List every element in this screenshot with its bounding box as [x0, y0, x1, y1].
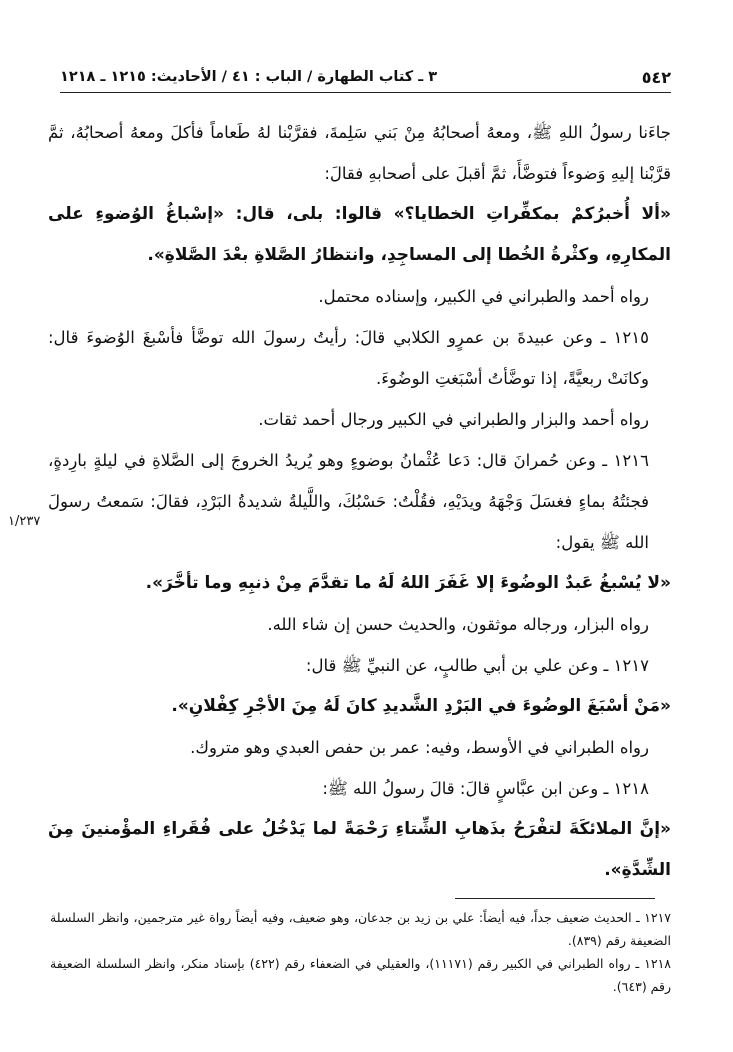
- footnote-1218: ١٢١٨ ـ رواه الطبراني في الكبير رقم (١١١٧١)، والعقيلي في الضعفاء رقم (٤٢٢) بإسناد منكر، وانظر السلسلة الضعيفة رقم (٦٤٣).: [50, 956, 672, 994]
- hadith-text: «مَنْ أسْبَغَ الوضُوءَ في البَرْدِ الشَّديدِ كانَ لَهُ مِنَ الأجْرِ كِفْلانِ».: [171, 696, 671, 716]
- source-note: رواه الطبراني في الأوسط، وفيه: عمر بن حفص العبدي وهو متروك.: [190, 738, 649, 757]
- source-note: رواه أحمد والطبراني في الكبير، وإسناده محتمل.: [318, 287, 649, 306]
- page-number: ٥٤٢: [641, 67, 671, 87]
- main-text: [48, 112, 671, 891]
- footnotes: [50, 906, 671, 998]
- page-header: [60, 62, 671, 93]
- hadith-1215: ١٢١٥ ـ وعن عبيدةَ بن عمرٍو الكلابي قالَ: رأيتُ رسولَ الله توضَّأ فأسْبغَ الوُضوءَ قال: وكانَتْ ربعيَّةً، إذا توضَّأتُ أسْبَغتِ الوضُوءَ.: [48, 328, 649, 388]
- footnote-1217: ١٢١٧ ـ الحديث ضعيف جداً، فيه أيضاً: علي بن زيد بن جدعان، وهو ضعيف، وفيه أيضاً رواة غير مترجمين، وانظر السلسلة الضعيفة رقم (٨٣٩).: [50, 910, 671, 948]
- footnote-divider: [455, 898, 655, 899]
- hadith-1216: ١٢١٦ ـ وعن حُمرانَ قال: دَعا عُثْمانُ بوضوءٍ وهو يُريدُ الخروجَ إلى الصَّلاةِ في ليلةٍ بارِدةٍ، فجئتُهُ بماءٍ فغسَلَ وَجْهَهُ ويدَيْهِ، فقُلْتُ: حَسْبُكَ، واللَّيلةُ شديدةُ البَرْدِ، فقالَ: سَمعتُ رسولَ الله ﷺ يقول:: [48, 451, 649, 552]
- hadith-text: «إنَّ الملائكَةَ لتفْرَحُ بذَهابِ الشِّتاءِ رَحْمَةً لما يَدْخُلُ على فُقَراءِ المؤْمنينَ مِنَ الشِّدَّةِ».: [48, 819, 671, 880]
- running-title: ٣ ـ كتاب الطهارة / الباب : ٤١ / الأحاديث: ١٢١٥ ـ ١٢١٨: [60, 69, 438, 85]
- hadith-text: «لا يُسْبغُ عَبدٌ الوضُوءَ إلا غَفَرَ اللهُ لَهُ ما تقدَّمَ مِنْ ذنبِهِ وما تأخَّرَ».: [145, 573, 671, 593]
- margin-reference: ١/٢٣٧: [8, 514, 41, 529]
- source-note: رواه البزار، ورجاله موثقون، والحديث حسن إن شاء الله.: [267, 615, 649, 634]
- hadith-1217: ١٢١٧ ـ وعن علي بن أبي طالبٍ، عن النبيِّ ﷺ قال:: [305, 656, 649, 675]
- paragraph: جاءَنا رسولُ اللهِ ﷺ، ومعهُ أصحابُهُ مِنْ بَني سَلِمةَ، فقرَّبْنا لهُ طَعاماً فأكلَ ومعهُ أصحابُهُ، ثمَّ قرَّبْنا إليهِ وَضوءاً فتوضَّأَ، ثمَّ أقبلَ على أصحابهِ فقالَ:: [48, 123, 671, 183]
- hadith-text: «ألا أُخبرُكمْ بمكفِّراتِ الخطايا؟» قالوا: بلى، قال: «إسْباغُ الوُضوءِ على المكارِهِ، وكثْرةُ الخُطا إلى المساجِدِ، وانتظارُ الصَّلاةِ بعْدَ الصَّلاةِ».: [48, 204, 671, 265]
- source-note: رواه أحمد والبزار والطبراني في الكبير ورجال أحمد ثقات.: [258, 410, 649, 429]
- hadith-1218: ١٢١٨ ـ وعن ابن عبَّاسٍ قالَ: قالَ رسولُ الله ﷺ:: [322, 779, 649, 798]
